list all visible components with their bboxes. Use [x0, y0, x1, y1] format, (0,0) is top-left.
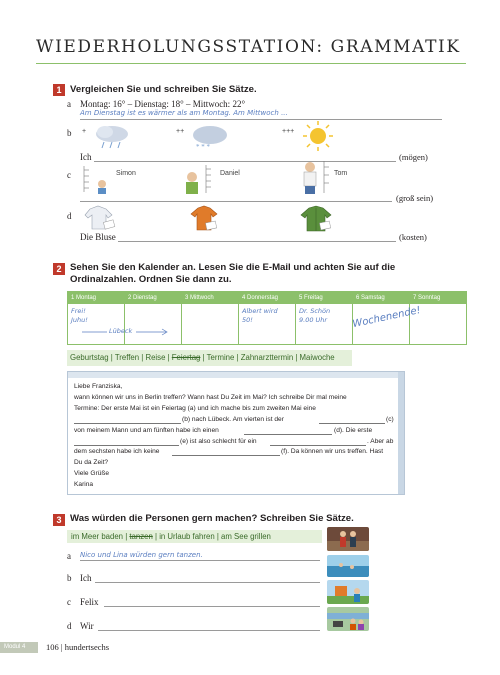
word-bank-item: am See grillen [221, 532, 271, 541]
ex3-c-start: Felix [80, 597, 99, 607]
ex1-a-line [80, 119, 442, 120]
ex1-b-label: b [67, 128, 72, 138]
exercise-2-title-line-2: Ordinalzahlen. Ordnen Sie dann zu. [70, 274, 232, 285]
calendar-day-label: 5 Freitag [296, 292, 352, 304]
svg-text:* * *: * * * [196, 143, 210, 151]
height-scale-tom-icon [298, 159, 334, 195]
calendar-day-monday [68, 292, 125, 344]
ex1-a-label: a [67, 99, 71, 109]
word-separator: | [236, 353, 239, 362]
calendar-day-label: 2 Dienstag [125, 292, 181, 304]
calendar-entry-lubeck: Lübeck [109, 327, 133, 335]
email-window [67, 371, 405, 495]
module-tab: Modul 4 [0, 642, 38, 653]
email-line: (e) ist also schlecht für ein [180, 437, 257, 445]
ex1-b-start: Ich [80, 152, 92, 162]
calendar-day-thursday [239, 292, 296, 344]
height-scale-simon-icon [80, 164, 112, 194]
exercise-3-number: 3 [53, 514, 65, 526]
ex1-c-hint: (groß sein) [396, 193, 434, 203]
calendar-entry: 50! [242, 316, 253, 324]
ex3-b-start: Ich [80, 573, 92, 583]
beach-photo [327, 555, 369, 577]
title-divider [36, 63, 466, 64]
jacket-icon [300, 204, 334, 234]
calendar-entry: Juhu! [71, 316, 88, 324]
email-blank[interactable] [74, 437, 179, 446]
ex1-a-answer: Am Dienstag ist es wärmer als am Montag. Am Mittwoch ... [80, 109, 288, 117]
email-line: (c) [386, 415, 394, 423]
email-line: dem sechsten habe ich keine [74, 448, 160, 456]
email-line: Du da Zeit? [74, 459, 109, 467]
lake-grill-photo [327, 607, 369, 631]
calendar-entry: Albert wird [242, 307, 278, 315]
word-bank-item: in Urlaub fahren [159, 532, 215, 541]
snow-cloud-icon [188, 121, 230, 151]
ex1-c-name-tom: Tom [334, 170, 348, 177]
email-blank[interactable] [74, 415, 181, 424]
calendar-entry: Frei! [71, 307, 86, 315]
ex1-b-plus-2: ++ [176, 128, 185, 135]
page-number-digits: 106 [46, 642, 59, 652]
sun-icon [298, 119, 338, 153]
ex3-b-line[interactable] [95, 582, 320, 583]
calendar-day-label: 4 Donnerstag [239, 292, 295, 304]
ex3-b-label: b [67, 573, 72, 583]
calendar-entry: 9.00 Uhr [299, 316, 328, 324]
ex1-b-plus-1: + [82, 128, 87, 135]
email-blank[interactable] [270, 437, 366, 446]
calendar-day-friday [296, 292, 353, 344]
word-separator: | [202, 353, 205, 362]
tshirt-icon [190, 204, 220, 234]
exercise-2-title-line-1: Sehen Sie den Kalender an. Lesen Sie die E-Mail und achten Sie auf die [70, 262, 396, 273]
word-bank-item: Maiwoche [299, 353, 335, 362]
calendar-day-wednesday [182, 292, 239, 344]
ex1-c-label: c [67, 170, 71, 180]
email-line: (d). Die erste [334, 426, 373, 434]
ex1-a-text: Montag: 16° – Dienstag: 18° – Mittwoch: 22° [80, 99, 246, 109]
exercise-1-number: 1 [53, 84, 65, 96]
email-line: . Aber ab [367, 437, 394, 445]
ex1-b-hint: (mögen) [399, 152, 428, 162]
blouse-icon [82, 203, 118, 233]
ex1-c-name-daniel: Daniel [220, 170, 240, 177]
word-bank-item: Treffen [114, 353, 140, 362]
word-bank-3 [67, 530, 322, 543]
calendar-day-tuesday [125, 292, 182, 344]
exercise-3-title: Was würden die Personen gern machen? Schreiben Sie Sätze. [70, 513, 354, 524]
calendar-day-label: 7 Sonntag [410, 292, 466, 304]
word-bank-2 [67, 350, 352, 366]
ex1-b-plus-3: +++ [282, 128, 295, 135]
email-blank[interactable] [172, 447, 280, 456]
email-line: Liebe Franziska, [74, 383, 123, 390]
exercise-2-number: 2 [53, 263, 65, 275]
page-title: WIEDERHOLUNGSSTATION: GRAMMATIK [36, 37, 461, 57]
ex1-c-name-simon: Simon [116, 170, 136, 177]
ex3-a-line [80, 560, 320, 561]
calendar-day-label: 1 Montag [68, 292, 124, 304]
email-line: von meinem Mann und am fünften habe ich einen [74, 426, 219, 434]
calendar-entry-weekend: Wochenende! [351, 304, 422, 331]
email-title-bar [68, 372, 404, 378]
ex1-d-hint: (kosten) [399, 232, 427, 242]
word-bank-item: im Meer baden [71, 532, 124, 541]
ex1-c-line[interactable] [80, 201, 392, 202]
calendar-day-label: 3 Mittwoch [182, 292, 238, 304]
email-blank[interactable] [319, 415, 385, 424]
email-blank[interactable] [244, 426, 332, 435]
ex3-a-answer: Nico und Lina würden gern tanzen. [80, 551, 203, 559]
word-bank-item: Geburtstag [70, 353, 109, 362]
dancing-couple-photo [327, 527, 369, 551]
word-separator: | [125, 532, 128, 541]
word-separator: | [154, 532, 158, 541]
ex1-b-line[interactable] [94, 161, 396, 162]
arrow-icon [80, 328, 170, 336]
word-bank-item-used: tanzen [129, 532, 153, 541]
ex3-d-start: Wir [80, 621, 94, 631]
calendar-day-label: 6 Samstag [353, 292, 409, 304]
word-separator: | [216, 532, 219, 541]
page-number-word: hundertsechs [64, 642, 110, 652]
ex3-a-label: a [67, 551, 71, 561]
ex3-c-label: c [67, 597, 71, 607]
email-line: (f). Da können wir uns treffen. Hast [281, 448, 384, 456]
word-separator: | [167, 353, 170, 362]
exercise-1-title: Vergleichen Sie und schreiben Sie Sätze. [70, 84, 257, 95]
email-line: wann können wir uns in Berlin treffen? Wann hast Du Zeit im Mai? Ich schreibe Dir mal meine [74, 393, 347, 401]
email-line: (b) nach Lübeck. Am vierten ist der [182, 415, 284, 423]
email-line: Termine: Der erste Mai ist ein Feiertag (a) und ich mache bis zum zweiten Mai eine [74, 404, 316, 412]
email-body [74, 382, 396, 491]
page-number [46, 642, 109, 653]
page-number-separator: | [60, 642, 63, 652]
ex3-c-line[interactable] [104, 606, 320, 607]
word-bank-item: Reise [145, 353, 166, 362]
calendar-entry: Dr. Schön [299, 307, 331, 315]
email-scrollbar[interactable] [398, 372, 404, 494]
word-bank-item-used: Feiertag [171, 353, 201, 362]
email-line: Viele Grüße [74, 470, 110, 478]
word-separator: | [295, 353, 298, 362]
email-line: Karina [74, 481, 94, 489]
ex3-d-label: d [67, 621, 72, 631]
height-scale-daniel-icon [182, 163, 220, 195]
calendar-day-sunday [410, 292, 466, 344]
ex1-d-label: d [67, 211, 72, 221]
ex3-d-line[interactable] [98, 630, 320, 631]
word-bank-item: Termine [206, 353, 235, 362]
ex1-d-line[interactable] [118, 241, 396, 242]
vacation-photo [327, 580, 369, 604]
word-separator: | [141, 353, 144, 362]
rain-cloud-icon [92, 122, 132, 150]
word-bank-item: Zahnarzttermin [240, 353, 294, 362]
ex1-d-start: Die Bluse [80, 232, 116, 242]
word-separator: | [110, 353, 113, 362]
